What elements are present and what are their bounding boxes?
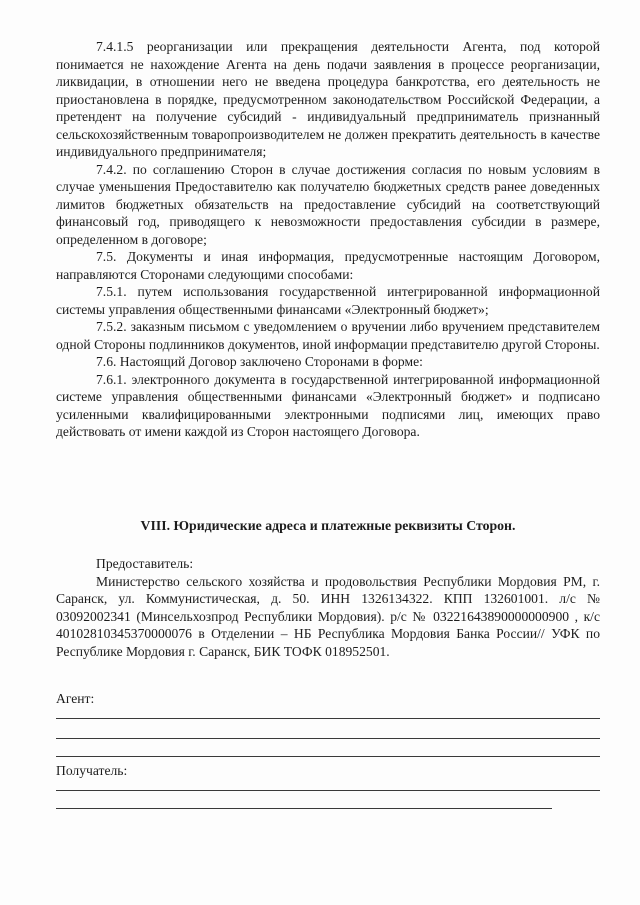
- clause-7-4-1-5: 7.4.1.5 реорганизации или прекращения деятельности Агента, под которой понимается не нахождение Агента на день подачи заявления в процессе реорганизации, ликвидации, в отношении него не введена процедура банкротства, его деятельность не приостановлена в порядке, предусмотренном законодательством Российской Федерации, а претендент на получение субсидий - индивидуальный предприниматель признанный сельскохозяйственным товаропроизводителем не должен прекратить деятельность в качестве индивидуального предпринимателя;: [56, 39, 600, 159]
- provider-details: Министерство сельского хозяйства и продовольствия Республики Мордовия РМ, г. Саранск, ул. Коммунистическая, д. 50. ИНН 1326134322. КПП 132601001. л/с № 03092002341 (Минсельхозпрод Республики Мордовия). р/с № 03221643890000000900 , к/с 40102810345370000076 в Отделении – НБ Республика Мордовия Банка России// УФК по Республике Мордовия г. Саранск, БИК ТОФК 018952501.: [56, 573, 600, 659]
- contract-clauses: [56, 38, 600, 441]
- agent-fill-line-1: [56, 718, 600, 719]
- provider-requisites: [56, 555, 600, 660]
- agent-fill-line-2: [56, 738, 600, 739]
- recipient-fill-line-2: [56, 808, 552, 809]
- agent-label: Агент:: [56, 691, 95, 706]
- clause-7-5-2: 7.5.2. заказным письмом с уведомлением о вручении либо вручением представителем одной Стороны подлинников документов, иной информации представителю другой Стороны.: [56, 319, 600, 352]
- clause-7-5-1: 7.5.1. путем использования государственной интегрированной информационной системы управления общественными финансами «Электронный бюджет»;: [56, 284, 600, 317]
- section-heading: VIII. Юридические адреса и платежные реквизиты Сторон.: [140, 518, 516, 533]
- recipient-label: Получатель:: [56, 763, 128, 778]
- clause-7-6-1: 7.6.1. электронного документа в государственной интегрированной информационной системе управления общественными финансами «Электронный бюджет» и подписано усиленными квалифицированными электронными подписями лиц, имеющих право действовать от имени каждой из Сторон настоящего Договора.: [56, 371, 600, 439]
- agent-fill-line-3: [56, 756, 600, 757]
- recipient-fill-line-1: [56, 790, 600, 791]
- clause-7-6: 7.6. Настоящий Договор заключено Сторонами в форме:: [96, 354, 423, 369]
- clause-7-4-2: 7.4.2. по соглашению Сторон в случае достижения согласия по новым условиям в случае уменьшения Предоставителю как получателю бюджетных средств ранее доведенных лимитов бюджетных обязательств на предоставление субсидий на соответствующий финансовый год, приводящего к невозможности предоставления субсидии в размере, определенном в договоре;: [56, 161, 600, 247]
- provider-label: Предоставитель:: [96, 556, 194, 571]
- clause-7-5: 7.5. Документы и иная информация, предусмотренные настоящим Договором, направляются Сторонами следующими способами:: [56, 249, 600, 282]
